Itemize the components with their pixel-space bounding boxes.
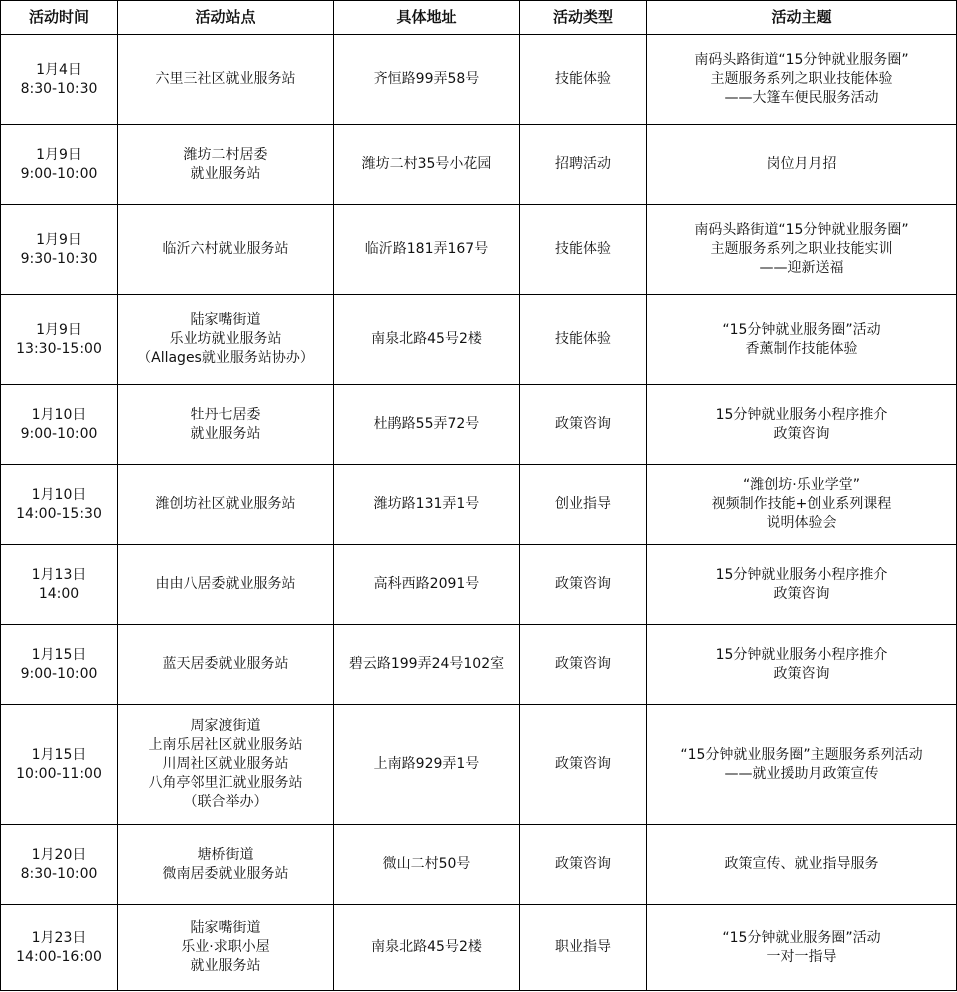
- cell-line: 14:00-15:30: [16, 505, 102, 522]
- cell-line: 就业服务站: [190, 165, 261, 182]
- cell-theme: [647, 705, 957, 825]
- cell-line: 潍坊二村居委: [183, 146, 268, 163]
- cell-line: 临沂六村就业服务站: [162, 241, 289, 257]
- cell-line: 8:30-10:00: [20, 865, 98, 882]
- cell-address: [334, 295, 520, 385]
- cell-line: 9:30-10:30: [20, 250, 98, 267]
- cell-line: 视频制作技能+创业系列课程: [711, 496, 892, 512]
- cell-address: [334, 825, 520, 905]
- cell-line: 创业指导: [555, 496, 611, 512]
- cell-theme: [647, 385, 957, 465]
- cell-station: [118, 465, 334, 545]
- cell-time: [1, 905, 118, 991]
- cell-time: [1, 625, 118, 705]
- cell-line: 政策咨询: [773, 425, 830, 442]
- cell-line: 潍坊路131弄1号: [373, 496, 480, 512]
- cell-type: [520, 35, 647, 125]
- table-row: [1, 125, 957, 205]
- cell-line: 乐业·求职小屋: [181, 939, 270, 955]
- cell-line: 1月15日: [31, 646, 87, 663]
- cell-address: [334, 905, 520, 991]
- header-type: 活动类型: [520, 1, 647, 35]
- cell-type: [520, 385, 647, 465]
- cell-line: ——就业援助月政策宣传: [724, 765, 879, 782]
- cell-line: 碧云路199弄24号102室: [348, 656, 505, 672]
- cell-theme: [647, 465, 957, 545]
- table-row: [1, 905, 957, 991]
- cell-line: 1月23日: [31, 929, 87, 946]
- cell-line: 六里三社区就业服务站: [155, 71, 296, 87]
- cell-line: （Allages就业服务站协办）: [137, 350, 314, 366]
- header-time: 活动时间: [1, 1, 118, 35]
- cell-line: 上南路929弄1号: [373, 756, 480, 772]
- cell-line: 1月9日: [36, 231, 82, 248]
- cell-line: 13:30-15:00: [16, 340, 102, 357]
- cell-type: [520, 205, 647, 295]
- cell-line: 政策宣传、就业指导服务: [724, 856, 879, 872]
- cell-line: 塘桥街道: [197, 846, 254, 863]
- cell-address: [334, 465, 520, 545]
- cell-theme: [647, 35, 957, 125]
- cell-time: [1, 205, 118, 295]
- cell-line: 1月13日: [31, 566, 87, 583]
- cell-line: 杜鹃路55弄72号: [373, 416, 480, 432]
- cell-address: [334, 545, 520, 625]
- header-station: 活动站点: [118, 1, 334, 35]
- table-body: [1, 35, 957, 991]
- cell-line: 微南居委就业服务站: [162, 865, 289, 882]
- table-row: [1, 35, 957, 125]
- cell-line: 陆家嘴街道: [190, 312, 261, 328]
- table-row: [1, 545, 957, 625]
- cell-line: 微山二村50号: [382, 856, 471, 872]
- cell-line: ——迎新送福: [759, 260, 844, 276]
- cell-line: （联合举办）: [183, 794, 268, 810]
- cell-station: [118, 825, 334, 905]
- cell-time: [1, 705, 118, 825]
- cell-line: 上南乐居社区就业服务站: [148, 737, 303, 753]
- cell-line: 1月10日: [31, 486, 87, 503]
- cell-line: 政策咨询: [555, 416, 611, 432]
- cell-line: 技能体验: [555, 241, 611, 257]
- cell-line: “15分钟就业服务圈”主题服务系列活动: [680, 746, 923, 763]
- cell-line: 10:00-11:00: [16, 765, 102, 782]
- cell-line: 说明体验会: [766, 515, 837, 531]
- cell-type: [520, 465, 647, 545]
- cell-line: 职业指导: [555, 939, 611, 955]
- cell-line: 政策咨询: [555, 856, 611, 872]
- cell-line: 一对一指导: [766, 948, 837, 965]
- cell-station: [118, 385, 334, 465]
- table-row: [1, 385, 957, 465]
- header-theme: 活动主题: [647, 1, 957, 35]
- cell-line: ——大篷车便民服务活动: [724, 90, 879, 106]
- table-row: [1, 295, 957, 385]
- cell-line: 主题服务系列之职业技能实训: [710, 241, 893, 257]
- cell-address: [334, 125, 520, 205]
- cell-line: 1月9日: [36, 146, 82, 163]
- cell-theme: [647, 625, 957, 705]
- cell-time: [1, 35, 118, 125]
- cell-theme: [647, 825, 957, 905]
- cell-line: “潍创坊·乐业学堂”: [743, 477, 860, 493]
- table-row: [1, 625, 957, 705]
- table-row: [1, 465, 957, 545]
- cell-line: 政策咨询: [773, 665, 830, 682]
- cell-line: 南码头路街道“15分钟就业服务圈”: [694, 222, 909, 238]
- cell-time: [1, 825, 118, 905]
- cell-line: 9:00-10:00: [20, 665, 98, 682]
- cell-address: [334, 625, 520, 705]
- cell-time: [1, 125, 118, 205]
- table-row: [1, 205, 957, 295]
- cell-theme: [647, 295, 957, 385]
- cell-line: 南泉北路45号2楼: [371, 331, 482, 347]
- cell-line: 川周社区就业服务站: [162, 756, 289, 772]
- cell-line: 南码头路街道“15分钟就业服务圈”: [694, 52, 909, 68]
- cell-line: 齐恒路99弄58号: [373, 71, 480, 87]
- cell-line: 乐业坊就业服务站: [169, 331, 282, 347]
- cell-line: 1月10日: [31, 406, 87, 423]
- cell-type: [520, 705, 647, 825]
- cell-station: [118, 905, 334, 991]
- table-header-row: [1, 1, 957, 35]
- cell-line: 15分钟就业服务小程序推介: [715, 646, 888, 663]
- cell-station: [118, 35, 334, 125]
- cell-line: 就业服务站: [190, 958, 261, 974]
- cell-theme: [647, 545, 957, 625]
- cell-line: 技能体验: [555, 71, 611, 87]
- cell-line: 潍创坊社区就业服务站: [155, 496, 296, 512]
- cell-type: [520, 125, 647, 205]
- cell-line: 14:00-16:00: [16, 948, 102, 965]
- cell-station: [118, 205, 334, 295]
- cell-line: 8:30-10:30: [20, 80, 98, 97]
- cell-line: 技能体验: [555, 331, 611, 347]
- cell-line: 八角亭邻里汇就业服务站: [148, 775, 303, 791]
- cell-time: [1, 385, 118, 465]
- cell-type: [520, 825, 647, 905]
- cell-address: [334, 35, 520, 125]
- table-row: [1, 705, 957, 825]
- cell-type: [520, 545, 647, 625]
- cell-line: 南泉北路45号2楼: [371, 939, 482, 955]
- cell-address: [334, 205, 520, 295]
- cell-theme: [647, 905, 957, 991]
- cell-line: 15分钟就业服务小程序推介: [715, 566, 888, 583]
- cell-theme: [647, 125, 957, 205]
- cell-station: [118, 295, 334, 385]
- cell-line: 主题服务系列之职业技能体验: [710, 71, 893, 87]
- cell-type: [520, 625, 647, 705]
- cell-line: 9:00-10:00: [20, 425, 98, 442]
- cell-line: 香薰制作技能体验: [745, 340, 858, 357]
- cell-line: 9:00-10:00: [20, 165, 98, 182]
- cell-station: [118, 125, 334, 205]
- cell-line: 政策咨询: [555, 656, 611, 672]
- cell-line: “15分钟就业服务圈”活动: [722, 321, 881, 338]
- cell-theme: [647, 205, 957, 295]
- cell-station: [118, 545, 334, 625]
- table-row: [1, 825, 957, 905]
- header-address: 具体地址: [334, 1, 520, 35]
- cell-line: 1月20日: [31, 846, 87, 863]
- cell-address: [334, 385, 520, 465]
- cell-line: 政策咨询: [555, 756, 611, 772]
- cell-line: 1月9日: [36, 321, 82, 338]
- cell-line: 招聘活动: [555, 156, 611, 172]
- cell-line: 政策咨询: [773, 585, 830, 602]
- cell-address: [334, 705, 520, 825]
- cell-line: “15分钟就业服务圈”活动: [722, 929, 881, 946]
- cell-line: 岗位月月招: [766, 156, 837, 172]
- cell-line: 就业服务站: [190, 425, 261, 442]
- cell-station: [118, 705, 334, 825]
- cell-line: 潍坊二村35号小花园: [361, 156, 492, 172]
- cell-line: 高科西路2091号: [373, 576, 480, 592]
- cell-time: [1, 465, 118, 545]
- cell-station: [118, 625, 334, 705]
- cell-line: 政策咨询: [555, 576, 611, 592]
- cell-line: 周家渡街道: [190, 718, 261, 734]
- cell-line: 1月15日: [31, 746, 87, 763]
- cell-line: 14:00: [38, 585, 80, 602]
- cell-line: 15分钟就业服务小程序推介: [715, 406, 888, 423]
- cell-type: [520, 905, 647, 991]
- cell-line: 由由八居委就业服务站: [155, 576, 296, 592]
- cell-type: [520, 295, 647, 385]
- cell-line: 临沂路181弄167号: [364, 241, 489, 257]
- cell-line: 陆家嘴街道: [190, 920, 261, 936]
- cell-line: 1月4日: [36, 61, 82, 78]
- cell-time: [1, 545, 118, 625]
- cell-time: [1, 295, 118, 385]
- cell-line: 蓝天居委就业服务站: [162, 656, 289, 672]
- cell-line: 牡丹七居委: [190, 406, 261, 423]
